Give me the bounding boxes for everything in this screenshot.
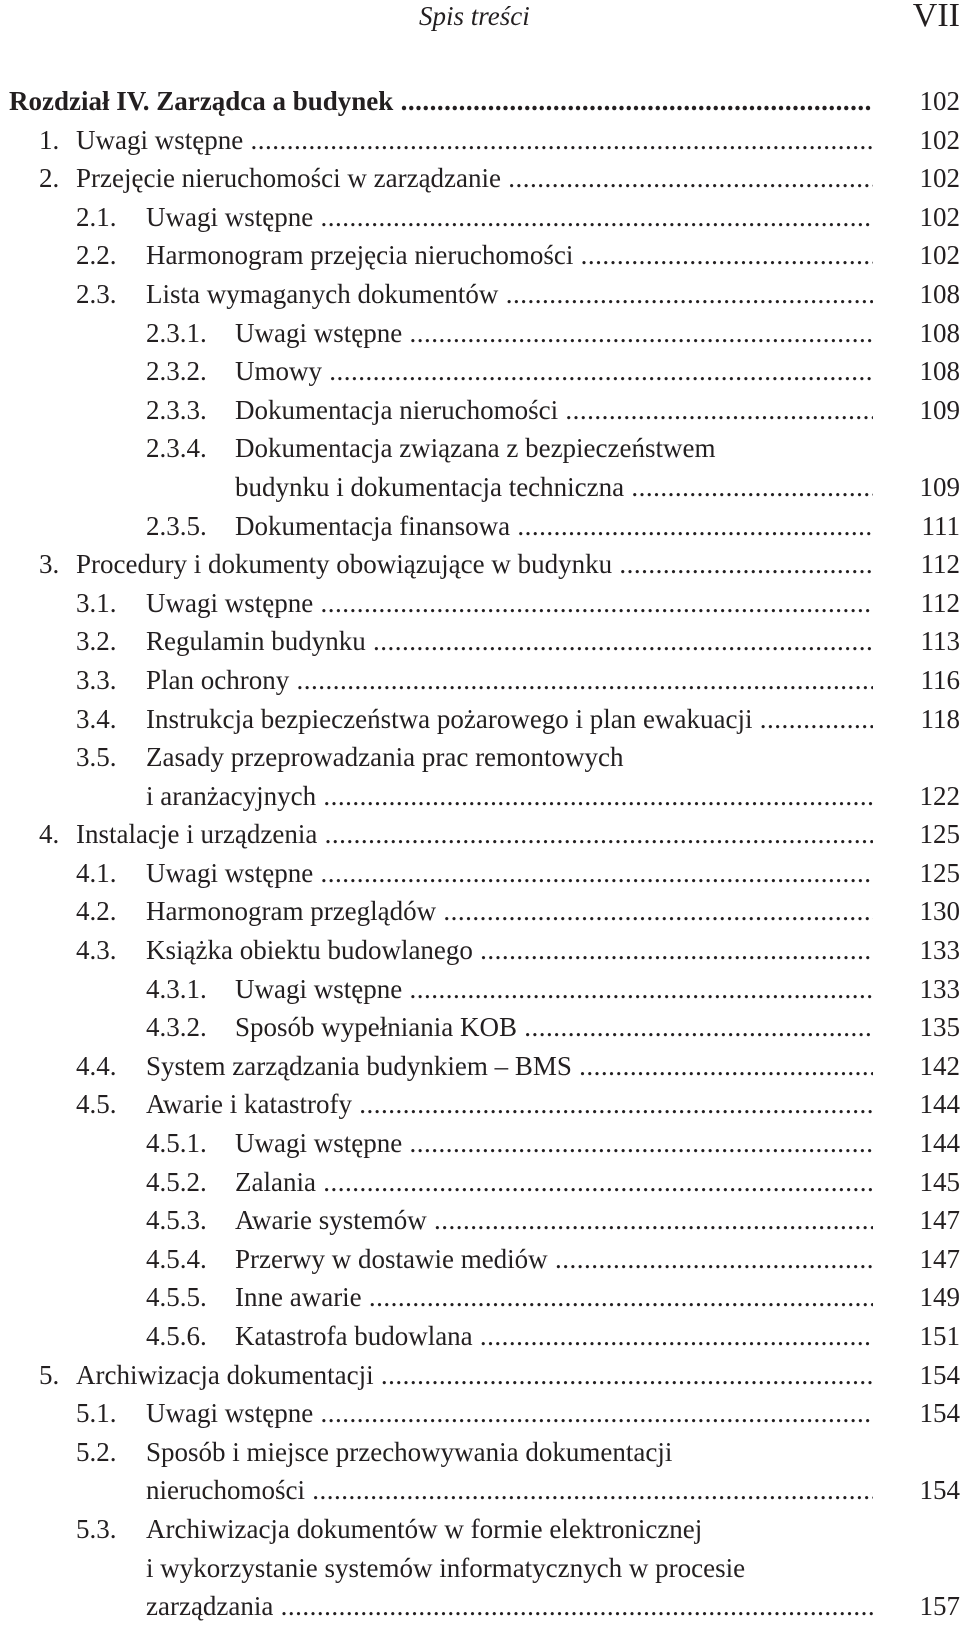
toc-entry-title-line: Przerwy w dostawie mediów ..... — [235, 1240, 873, 1279]
toc-entry — [0, 622, 960, 661]
toc-entry-title-line: Harmonogram przejęcia nieruchomości ..... — [146, 236, 873, 275]
toc-entry-page: 142 — [919, 1050, 960, 1081]
toc-entry — [0, 236, 960, 275]
toc-entry-page: 147 — [919, 1243, 960, 1274]
toc-entry — [0, 700, 960, 739]
toc-entry-page: 108 — [919, 356, 960, 387]
toc-entry — [0, 1317, 960, 1356]
toc-entry — [0, 429, 960, 506]
toc-entry — [0, 82, 960, 121]
running-title: Spis treści — [419, 1, 530, 31]
toc-entry-number: 2.1. — [76, 201, 117, 232]
toc-entry — [0, 1085, 960, 1124]
toc-entry-title — [146, 198, 873, 237]
toc-entry-title — [146, 236, 873, 275]
toc-entry — [0, 159, 960, 198]
toc-entry-page: 149 — [919, 1282, 960, 1313]
toc-entry-number: 4.5.4. — [146, 1243, 207, 1274]
toc-entry — [0, 198, 960, 237]
toc-entry-title-line: Instalacje i urządzenia ..... — [76, 815, 873, 854]
toc-entry-page: 154 — [919, 1475, 960, 1506]
toc-entry-number: 2.3.4. — [146, 433, 207, 464]
toc-entry-title — [146, 1510, 873, 1626]
toc-entry-title-line: zarządzania ..... — [146, 1587, 873, 1626]
toc-entry-title-line: Zasady przeprowadzania prac remontowych — [146, 742, 624, 773]
toc-entry-page: 151 — [919, 1321, 960, 1351]
toc-entry — [0, 275, 960, 314]
toc-entry-title — [146, 854, 873, 893]
toc-entry-page: 122 — [919, 780, 960, 811]
page-number: VII — [912, 0, 960, 34]
toc-entry-title — [76, 1356, 873, 1395]
toc-entry-page: 109 — [919, 471, 960, 502]
toc-entry — [0, 738, 960, 815]
toc-entry-title — [146, 1047, 873, 1086]
toc-entry-title-line: Sposób i miejsce przechowywania dokumentacji — [146, 1436, 673, 1467]
toc-entry-number: 5. — [39, 1359, 60, 1390]
toc-entry-title — [146, 1085, 873, 1124]
toc-entry-page: 133 — [919, 973, 960, 1004]
toc-entry-title-line: nieruchomości ..... — [146, 1471, 873, 1510]
toc-entry — [0, 854, 960, 893]
toc-entry-page: 111 — [921, 510, 960, 541]
toc-entry — [0, 931, 960, 970]
toc-entry-number: 2.3. — [76, 278, 117, 309]
toc-entry-number: 3.3. — [76, 664, 117, 695]
toc-entry-title — [146, 622, 873, 661]
toc-entry-page: 144 — [919, 1128, 960, 1159]
toc-entry — [0, 892, 960, 931]
toc-entry — [0, 1394, 960, 1433]
toc-entry-page: 125 — [919, 819, 960, 850]
toc-entry-number: 4.3.1. — [146, 973, 207, 1004]
toc-entry — [0, 1124, 960, 1163]
toc-entry-page: 112 — [920, 587, 960, 618]
toc-entry-number: 4.5.5. — [146, 1282, 207, 1313]
toc-entry-title — [235, 352, 873, 391]
toc-entry-title — [146, 1433, 873, 1510]
toc-entry-title-line: Plan ochrony ..... — [146, 661, 873, 700]
toc-entry — [0, 1240, 960, 1279]
toc-entry — [0, 352, 960, 391]
toc-entry-page: 108 — [919, 278, 960, 309]
toc-entry-title-line: Zalania ..... — [235, 1163, 873, 1202]
toc-entry-title-line: Archiwizacja dokumentacji ..... — [76, 1356, 873, 1395]
toc-entry-number: 3.5. — [76, 742, 117, 773]
toc-entry-number: 5.2. — [76, 1436, 117, 1467]
toc-entry-number: 1. — [39, 124, 60, 155]
toc-entry-page: 113 — [920, 626, 960, 657]
toc-entry-title — [235, 1240, 873, 1279]
toc-entry-page: 157 — [919, 1591, 960, 1622]
toc-entry-title — [146, 1394, 873, 1433]
toc-entry-page: 125 — [919, 857, 960, 888]
toc-entry-title-line: i wykorzystanie systemów informatycznych w procesie — [146, 1552, 746, 1583]
toc-entry-number: 4.2. — [76, 896, 117, 927]
toc-entry — [0, 507, 960, 546]
toc-entry-number: 2.3.2. — [146, 356, 207, 387]
toc-entry-title — [146, 700, 873, 739]
toc-entry-title-line: Umowy ..... — [235, 352, 873, 391]
toc-entry-title-line: Dokumentacja finansowa ..... — [235, 507, 873, 546]
toc-entry-title-line: Sposób wypełniania KOB ..... — [235, 1008, 873, 1047]
toc-entry-number: 4.4. — [76, 1050, 117, 1081]
toc-entry-title — [235, 1124, 873, 1163]
toc-entry — [0, 314, 960, 353]
toc-entry — [0, 661, 960, 700]
toc-entry-title — [235, 429, 873, 506]
toc-entry-number: 2.2. — [76, 240, 117, 271]
toc-entry-page: 135 — [919, 1012, 960, 1043]
toc-entry-page: 109 — [919, 394, 960, 425]
toc-entry-number: 4.5.3. — [146, 1205, 207, 1236]
toc-entry-number: 4.5.6. — [146, 1321, 207, 1351]
toc-entry-title — [9, 82, 873, 121]
toc-entry — [0, 121, 960, 160]
toc-entry-page: 102 — [919, 86, 960, 116]
toc-entry-title-line: Przejęcie nieruchomości w zarządzanie ..... — [76, 159, 873, 198]
toc-entry — [0, 584, 960, 623]
toc-entry — [0, 1510, 960, 1626]
toc-entry-title-line: Rozdział IV. Zarządca a budynek ..... — [9, 82, 873, 121]
toc-entry-page: 108 — [919, 317, 960, 348]
toc-entry-title-line: Dokumentacja związana z bezpieczeństwem — [235, 433, 716, 464]
toc-entry-title-line: System zarządzania budynkiem – BMS ..... — [146, 1047, 873, 1086]
toc-entry-page: 145 — [919, 1166, 960, 1197]
toc-entry-title-line: Uwagi wstępne ..... — [235, 970, 873, 1009]
toc-entry-title — [235, 314, 873, 353]
toc-entry-title — [235, 507, 873, 546]
toc-entry-title-line: Lista wymaganych dokumentów ..... — [146, 275, 873, 314]
toc-entry-number: 3.4. — [76, 703, 117, 734]
toc-entry-title-line: Archiwizacja dokumentów w formie elektronicznej — [146, 1513, 703, 1544]
toc-entry-title-line: Awarie i katastrofy ..... — [146, 1085, 873, 1124]
toc-entry-title — [76, 159, 873, 198]
page-header — [0, 0, 960, 60]
toc-entry-title — [146, 931, 873, 970]
toc-entry-page: 102 — [919, 240, 960, 271]
toc-entry-page: 102 — [919, 201, 960, 232]
toc-entry-title-line: Procedury i dokumenty obowiązujące w budynku ..... — [76, 545, 873, 584]
toc-entry-title-line: budynku i dokumentacja techniczna ..... — [235, 468, 873, 507]
toc-entry-title — [235, 391, 873, 430]
toc-entry-title-line: Harmonogram przeglądów ..... — [146, 892, 873, 931]
toc-entry — [0, 815, 960, 854]
toc-entry-page: 102 — [919, 163, 960, 194]
toc-entry — [0, 1008, 960, 1047]
toc-entry-title-line: Uwagi wstępne ..... — [146, 1394, 873, 1433]
toc-entry-number: 2.3.3. — [146, 394, 207, 425]
toc-entry-title-line: Katastrofa budowlana ..... — [235, 1317, 873, 1356]
toc-entry-number: 5.1. — [76, 1398, 117, 1429]
toc-entry-title — [146, 892, 873, 931]
toc-entry-page: 116 — [920, 664, 960, 695]
toc-entry-number: 4.5.1. — [146, 1128, 207, 1159]
toc-entry-page: 112 — [920, 549, 960, 580]
toc-entry-title — [235, 970, 873, 1009]
toc-entry-title-line: Uwagi wstępne ..... — [146, 584, 873, 623]
toc-entry-title — [146, 661, 873, 700]
toc-entry-number: 3.1. — [76, 587, 117, 618]
toc-entry-title — [146, 275, 873, 314]
toc-entry-title — [235, 1008, 873, 1047]
toc-entry-title-line: Uwagi wstępne ..... — [76, 121, 873, 160]
toc-entry — [0, 545, 960, 584]
toc-entry-title-line: i aranżacyjnych ..... — [146, 777, 873, 816]
toc-entry-number: 3.2. — [76, 626, 117, 657]
toc-entry-number: 4.5.2. — [146, 1166, 207, 1197]
toc-entry-title — [146, 584, 873, 623]
toc-entry — [0, 391, 960, 430]
toc-entry-title-line: Regulamin budynku ..... — [146, 622, 873, 661]
toc-entry-number: 4.1. — [76, 857, 117, 888]
toc-entry-number: 2. — [39, 163, 60, 194]
toc-entry-title-line: Książka obiektu budowlanego ..... — [146, 931, 873, 970]
table-of-contents — [0, 82, 960, 1626]
toc-entry-page: 147 — [919, 1205, 960, 1236]
toc-entry-page: 130 — [919, 896, 960, 927]
toc-entry-title — [76, 815, 873, 854]
toc-entry-title-line: Uwagi wstępne ..... — [235, 314, 873, 353]
toc-entry-page: 102 — [919, 124, 960, 155]
toc-entry-title — [146, 738, 873, 815]
toc-entry — [0, 1278, 960, 1317]
toc-entry-title — [235, 1317, 873, 1356]
toc-entry-title-line: Uwagi wstępne ..... — [146, 854, 873, 893]
toc-entry-number: 4.3. — [76, 935, 117, 966]
toc-entry-title-line: Awarie systemów ..... — [235, 1201, 873, 1240]
toc-entry-number: 2.3.1. — [146, 317, 207, 348]
toc-entry-title-line: Uwagi wstępne ..... — [146, 198, 873, 237]
toc-entry-number: 5.3. — [76, 1513, 117, 1544]
toc-entry-page: 154 — [919, 1398, 960, 1429]
toc-entry-page: 154 — [919, 1359, 960, 1390]
toc-entry — [0, 1356, 960, 1395]
toc-entry — [0, 1201, 960, 1240]
toc-entry — [0, 970, 960, 1009]
toc-entry-title-line: Inne awarie ..... — [235, 1278, 873, 1317]
toc-entry-number: 2.3.5. — [146, 510, 207, 541]
toc-entry-number: 4.5. — [76, 1089, 117, 1120]
toc-entry-title — [235, 1201, 873, 1240]
toc-entry-page: 133 — [919, 935, 960, 966]
toc-entry-page: 118 — [920, 703, 960, 734]
toc-entry — [0, 1047, 960, 1086]
toc-entry-number: 3. — [39, 549, 60, 580]
toc-entry-title-line: Dokumentacja nieruchomości ..... — [235, 391, 873, 430]
toc-entry — [0, 1433, 960, 1510]
toc-entry-page: 144 — [919, 1089, 960, 1120]
toc-entry-title — [76, 545, 873, 584]
toc-entry-title-line: Uwagi wstępne ..... — [235, 1124, 873, 1163]
toc-entry-number: 4.3.2. — [146, 1012, 207, 1043]
toc-entry — [0, 1163, 960, 1202]
toc-entry-title — [76, 121, 873, 160]
toc-entry-number: 4. — [39, 819, 60, 850]
toc-entry-title — [235, 1163, 873, 1202]
toc-entry-title — [235, 1278, 873, 1317]
toc-entry-title-line: Instrukcja bezpieczeństwa pożarowego i plan ewakuacji ..... — [146, 700, 873, 739]
